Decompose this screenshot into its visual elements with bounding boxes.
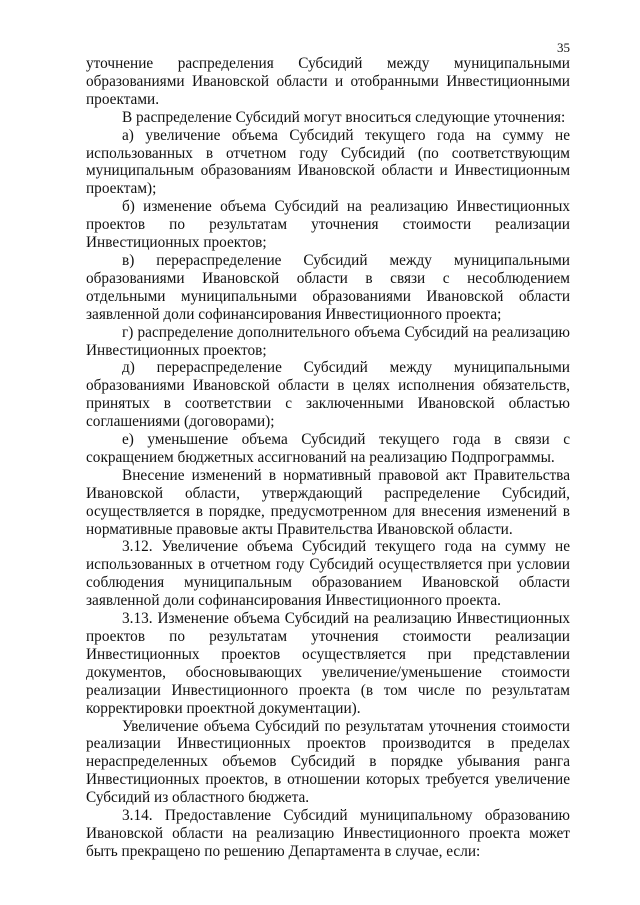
clause-3-13: 3.13. Изменение объема Субсидий на реализацию Инвестиционных проектов по результатам уточнения стоимости реализации Инвестиционных проектов осуществляется при представлении документов, обосновывающих увеличение/уменьшение стоимости реализации Инвестиционного проекта (в том числе по результатам корректировки проектной документации). bbox=[86, 610, 570, 717]
list-item-b: б) изменение объема Субсидий на реализацию Инвестиционных проектов по результатам уточнения стоимости реализации Инвестиционных проектов; bbox=[86, 198, 570, 252]
paragraph-intro-list: В распределение Субсидий могут вноситься следующие уточнения: bbox=[122, 108, 566, 126]
page-number: 35 bbox=[557, 40, 570, 55]
clause-3-12: 3.12. Увеличение объема Субсидий текущего года на сумму не использованных в отчетном году Субсидий осуществляется при условии соблюдения муниципальным образованием Ивановской области заявленной доли софинансирования Инвестиционного проекта. bbox=[86, 538, 570, 610]
document-body bbox=[86, 55, 570, 861]
paragraph-amendments: Внесение изменений в нормативный правовой акт Правительства Ивановской области, утверждающий распределение Субсидий, осуществляется в порядке, предусмотренном для внесения изменений в нормативные правовые акты Правительства Ивановской области. bbox=[86, 466, 570, 538]
clause-3-14: 3.14. Предоставление Субсидий муниципальному образованию Ивановской области на реализацию Инвестиционного проекта может быть прекращено по решению Департамента в случае, если: bbox=[86, 807, 570, 860]
list-item-d: д) перераспределение Субсидий между муниципальными образованиями Ивановской области в целях исполнения обязательств, принятых в соответствии с заключенными Ивановской областью соглашениями (договорами); bbox=[86, 359, 570, 431]
list-item-a: а) увеличение объема Субсидий текущего года на сумму не использованных в отчетном году Субсидий (по соответствующим муниципальным образованиям Ивановской области и Инвестиционным проектам); bbox=[86, 126, 570, 198]
list-item-e: е) уменьшение объема Субсидий текущего года в связи с сокращением бюджетных ассигнований на реализацию Подпрограммы. bbox=[86, 431, 570, 466]
list-item-g: г) распределение дополнительного объема Субсидий на реализацию Инвестиционных проектов; bbox=[86, 323, 570, 359]
paragraph-increase: Увеличение объема Субсидий по результатам уточнения стоимости реализации Инвестиционных проектов производится в пределах нераспределенных объемов Субсидий в порядке убывания ранга Инвестиционных проектов, в отношении которых требуется увеличение Субсидий из областного бюджета. bbox=[86, 717, 570, 807]
paragraph-continuation: уточнение распределения Субсидий между муниципальными образованиями Ивановской области и отобранными Инвестиционными проектами. bbox=[86, 55, 570, 108]
list-item-v: в) перераспределение Субсидий между муниципальными образованиями Ивановской области в связи с несоблюдением отдельными муниципальными образованиями Ивановской области заявленной доли софинансирования Инвестиционного проекта; bbox=[86, 251, 570, 323]
